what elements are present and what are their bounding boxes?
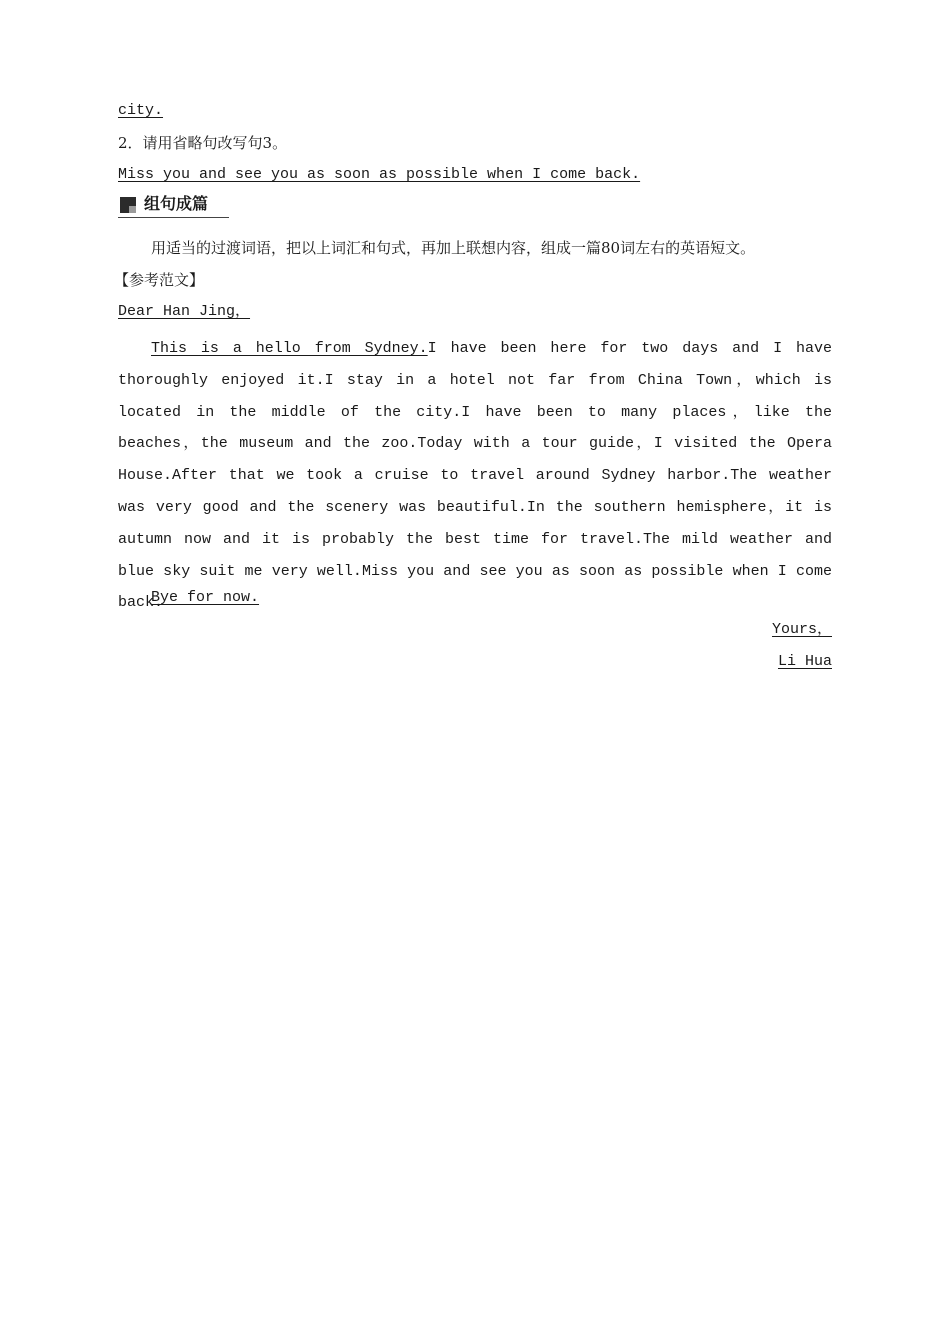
section-square-icon [120, 197, 136, 213]
letter-opening: This is a hello from Sydney. [151, 340, 428, 357]
letter-body-text: I have been here for two days and I have thoroughly enjoyed it.I stay in a hotel not far from China Town，which is located in the middle of the city.I have been to many places，like the beaches，the museum and the zoo.Today with a tour guide，I visited the Opera House.After that we took a cruise to travel around Sydney harbor.The weather was very good and the scenery was beautiful.In the southern hemisphere，it is autumn now and it is probably the best time for travel.The mild weather and blue sky suit me very well.Miss you and see you as soon as possible when I come back. [118, 340, 833, 612]
letter-signature: Li Hua [777, 653, 832, 670]
question-2-label: 2．请用省略句改写句3。 [118, 134, 288, 152]
reference-heading: 【参考范文】 [114, 271, 205, 289]
fragment-city: city. [118, 102, 164, 119]
instruction-text: 用适当的过渡词语，把以上词汇和句式，再加上联想内容，组成一篇80词左右的英语短文。 [151, 239, 756, 257]
section-title: 组句成篇 [144, 194, 209, 213]
letter-body [118, 333, 832, 619]
question-2-answer: Miss you and see you as soon as possible when I come back. [118, 166, 641, 183]
section-header [118, 193, 229, 218]
letter-signoff: Yours， [771, 621, 832, 638]
letter-salutation: Dear Han Jing， [118, 303, 251, 320]
letter-closing-line: Bye for now. [151, 589, 260, 606]
